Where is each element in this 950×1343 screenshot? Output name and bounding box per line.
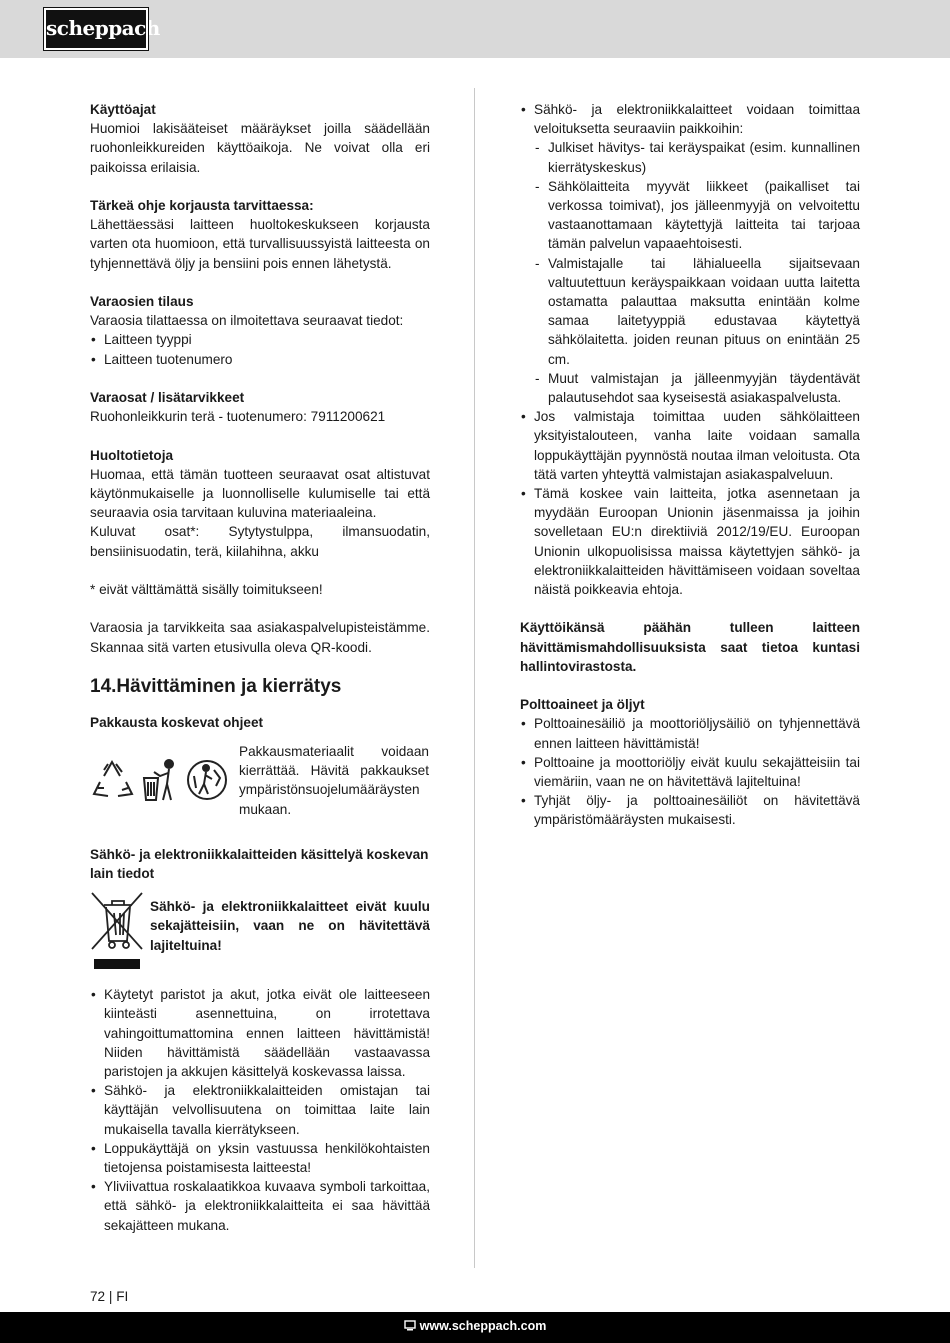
scheppach-logo: scheppach (44, 8, 148, 50)
list-item: - Julkiset hävitys- tai keräyspaikat (esim. kunnallinen kierrätyskeskus) (534, 138, 860, 176)
list-item: • Laitteen tuotenumero (90, 350, 430, 369)
recycling-person-icon (184, 756, 230, 804)
disposal-intro: Sähkö- ja elektroniikkalaitteet voidaan toimittaa veloituksetta seuraaviin paikkoihin: (534, 102, 860, 137)
disposal-info-text: Käyttöikänsä päähän tulleen laitteen hävittämismahdollisuuksista saat tietoa kuntasi hallintovirastosta. (520, 620, 860, 674)
repair-note-text: Lähettäessäsi laitteen huoltokeskukseen korjausta varten ota huomioon, että turvallisuussyistä laitteesta on tyhjennettävä öljy ja bensiini pois ennen lähetystä. (90, 217, 430, 271)
service-info-text: Huomaa, että tämän tuotteen seuraavat osat altistuvat käytönmukaiselle ja luonnolliselle kulumiselle tai että seuraavia osia tarvitaan kuluvina materiaaleina. (90, 466, 430, 521)
spare-parts-order-list (90, 330, 430, 368)
list-item (520, 100, 860, 407)
weee-warning: Sähkö- ja elektroniikkalaitteet eivät kuulu sekajätteisiin, vaan ne on hävitettävä lajiteltuina! (150, 899, 430, 953)
list-item: • Tyhjät öljy- ja polttoainesäiliöt on hävitettävä ympäristömääräysten mukaisesti. (520, 791, 860, 829)
recycle-icon (90, 756, 136, 804)
weee-heading: Sähkö- ja elektroniikkalaitteiden käsittelyä koskevan lain tiedot (90, 846, 429, 882)
list-item: • Jos valmistaja toimittaa uuden sähkölaitteen yksityistalouteen, vanha laite voidaan samalla loppukäyttäjän pyynnöstä noutaa ilman veloitusta. Ota tätä varten yhteyttä valmistajan asiakaspalveluun. (520, 407, 860, 484)
list-item: - Sähkölaitteita myyvät liikkeet (paikalliset tai verkossa toimivat), jos jälleenmyyjä on velvoitettu vastaanottamaan käytettyjä laitteita tai tarjoaa tämän palvelun vapaaehtoisesti. (534, 177, 860, 254)
wear-parts-text: Kuluvat osat*: Sytytystulppa, ilmansuodatin, bensiinisuodatin, terä, kiilahihna, akku (90, 524, 430, 559)
disposal-sublist (534, 138, 860, 407)
packaging-row (90, 742, 430, 819)
list-item: • Tämä koskee vain laitteita, jotka asennetaan ja myydään Euroopan Unionin jäsenmaissa ja joihin sovelletaan EU:n direktiiviä 2012/19/EU. Euroopan Unionin ulkopuolisissa maissa käytettyjen sähkö- ja elektroniikkalaitteiden hävittämiseen voidaan soveltaa näistä poikkeavia ehtoja. (520, 484, 860, 599)
column-divider (474, 88, 475, 1268)
fuels-list (520, 714, 860, 829)
delivery-note: * eivät välttämättä sisälly toimitukseen! (90, 582, 323, 597)
list-item: • Sähkö- ja elektroniikkalaitteiden omistajan tai käyttäjän velvollisuutena on toimittaa laite lain mukaisella tavalla kierrätykseen. (90, 1081, 430, 1139)
service-info-heading: Huoltotietoja (90, 447, 174, 463)
disposal-list (520, 100, 860, 599)
weee-row (90, 891, 430, 973)
fuels-heading: Polttoaineet ja öljyt (520, 697, 645, 713)
list-item: • Polttoaine ja moottoriöljy eivät kuulu sekajätteisiin tai viemäriin, vaan ne on hävitettävä lajiteltuina! (520, 753, 860, 791)
accessories-heading: Varaosat / lisätarvikkeet (90, 390, 245, 405)
list-item: - Valmistajalle tai lähialueella sijaitsevaan valtuutettuun keräyspaikkaan voidaan uutta laitetta ostamatta palauttaa maksutta enintään kolme samaa laitetyyppiä edustavaa käytettyä sähkölaitetta. joiden reunan pituus on enintään 25 cm. (534, 254, 860, 369)
spare-parts-order-heading: Varaosien tilaus (90, 294, 194, 309)
accessories-text: Ruohonleikkurin terä - tuotenumero: 7911200621 (90, 409, 386, 425)
footer-bar (0, 1312, 950, 1343)
list-item: • Käytetyt paristot ja akut, jotka eivät ole laitteeseen kiinteästi asennettuina, on irrotettava vahingoittumattomina ennen laitteen hävittämistä! Niiden hävittämistä säädellään vastaavassa paristojen ja akkujen käsittelyä koskevassa laissa. (90, 985, 430, 1081)
page-number: 72 | FI (90, 1289, 129, 1304)
list-item: • Laitteen tyyppi (90, 330, 430, 349)
header-bar (0, 0, 950, 58)
usage-times-text: Huomioi lakisääteiset määräykset joilla säädellään ruohonleikkureiden käyttöaikoja. Ne voivat olla eri paikoissa erilaisia. (90, 121, 430, 175)
list-item: • Yliviivattua roskalaatikkoa kuvaava symboli tarkoittaa, että sähkö- ja elektroniikkalaitteita ei saa hävittää sekajätteen mukana. (90, 1177, 430, 1235)
list-item: • Loppukäyttäjä on yksin vastuussa henkilökohtaisten tietojensa poistamisesta laitteesta! (90, 1139, 430, 1177)
customer-service-text: Varaosia ja tarvikkeita saa asiakaspalvelupisteistämme. Skannaa sitä varten etusivulla oleva QR-koodi. (90, 620, 430, 655)
repair-note-heading: Tärkeä ohje korjausta tarvittaessa: (90, 198, 314, 213)
website-link[interactable]: www.scheppach.com (419, 1319, 547, 1333)
list-item: • Polttoainesäiliö ja moottoriöljysäiliö on tyhjennettävä ennen laitteen hävittämistä! (520, 714, 860, 752)
right-column (520, 100, 860, 830)
tidy-bin-icon (140, 756, 180, 804)
packaging-icons (90, 750, 239, 810)
section-title: 14.Hävittäminen ja kierrätys (90, 675, 342, 697)
weee-list (90, 985, 430, 1235)
left-column (90, 100, 430, 1235)
crossed-bin-icon (90, 891, 146, 973)
usage-times-heading: Käyttöajat (90, 102, 156, 117)
list-item: - Muut valmistajan ja jälleenmyyjän täydentävät palautusehdot saa kyseisestä asiakaspalvelusta. (534, 369, 860, 407)
spare-parts-order-text: Varaosia tilattaessa on ilmoitettava seuraavat tiedot: (90, 313, 404, 329)
monitor-icon (404, 1320, 416, 1331)
packaging-text: Pakkausmateriaalit voidaan kierrättää. Hävitä pakkaukset ympäristönsuojelumääräysten mukaan. (239, 744, 429, 817)
packaging-heading: Pakkausta koskevat ohjeet (90, 714, 264, 730)
